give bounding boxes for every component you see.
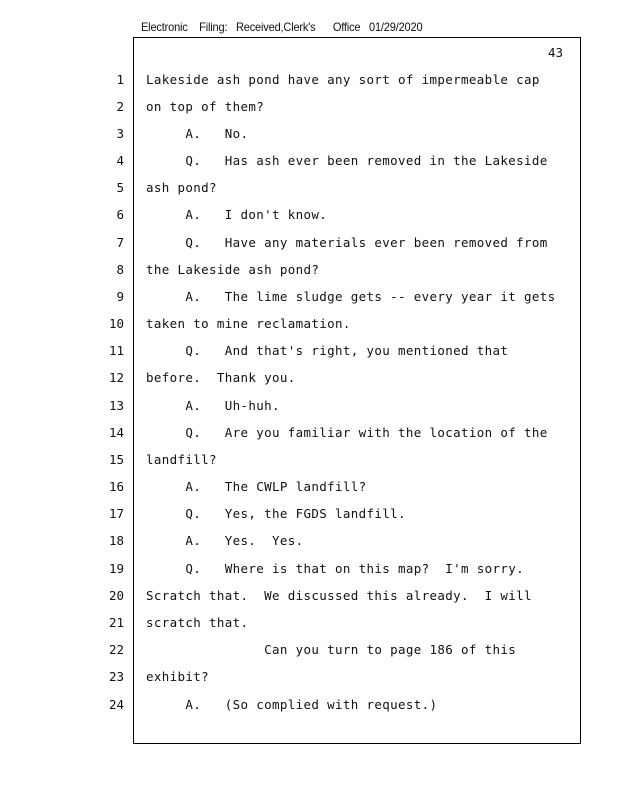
transcript-line: A. The lime sludge gets -- every year it gets <box>146 289 556 304</box>
line-number: 22 <box>108 642 124 657</box>
line-number: 17 <box>108 506 124 521</box>
line-number: 3 <box>116 126 124 141</box>
transcript-line: A. (So complied with request.) <box>146 697 438 712</box>
line-number: 19 <box>108 561 124 576</box>
transcript-line: Q. Are you familiar with the location of the <box>146 425 548 440</box>
line-number: 11 <box>108 343 124 358</box>
transcript-line: Lakeside ash pond have any sort of impermeable cap <box>146 72 540 87</box>
transcript-line: A. Yes. Yes. <box>146 533 304 548</box>
line-number: 7 <box>116 235 124 250</box>
line-number: 21 <box>108 615 124 630</box>
line-number: 14 <box>108 425 124 440</box>
line-number: 16 <box>108 479 124 494</box>
transcript-line: scratch that. <box>146 615 249 630</box>
line-number: 8 <box>116 262 124 277</box>
line-number: 13 <box>108 398 124 413</box>
line-number: 2 <box>116 99 124 114</box>
line-number: 4 <box>116 153 124 168</box>
transcript-line: taken to mine reclamation. <box>146 316 351 331</box>
transcript-line: exhibit? <box>146 669 210 684</box>
line-number: 5 <box>116 180 124 195</box>
line-number: 12 <box>108 370 124 385</box>
transcript-line: Q. Have any materials ever been removed from <box>146 235 548 250</box>
transcript-line: ash pond? <box>146 180 217 195</box>
transcript-line: before. Thank you. <box>146 370 296 385</box>
line-number: 20 <box>108 588 124 603</box>
transcript-line: A. I don't know. <box>146 207 328 222</box>
transcript-line: A. Uh-huh. <box>146 398 280 413</box>
line-number: 24 <box>108 697 124 712</box>
transcript-page-border <box>133 37 581 744</box>
transcript-line: Can you turn to page 186 of this <box>146 642 517 657</box>
transcript-line: A. The CWLP landfill? <box>146 479 367 494</box>
transcript-line: landfill? <box>146 452 217 467</box>
line-number: 15 <box>108 452 124 467</box>
page-number: 43 <box>548 45 564 60</box>
line-number: 18 <box>108 533 124 548</box>
line-number: 10 <box>108 316 124 331</box>
transcript-line: Scratch that. We discussed this already. I will <box>146 588 532 603</box>
transcript-line: A. No. <box>146 126 249 141</box>
transcript-line: the Lakeside ash pond? <box>146 262 320 277</box>
line-number: 1 <box>116 72 124 87</box>
transcript-line: Q. Where is that on this map? I'm sorry. <box>146 561 525 576</box>
line-number: 23 <box>108 669 124 684</box>
transcript-line: Q. Yes, the FGDS landfill. <box>146 506 406 521</box>
line-number: 6 <box>116 207 124 222</box>
transcript-line: Q. Has ash ever been removed in the Lakeside <box>146 153 548 168</box>
transcript-line: Q. And that's right, you mentioned that <box>146 343 509 358</box>
line-number: 9 <box>116 289 124 304</box>
transcript-line: on top of them? <box>146 99 265 114</box>
filing-header: Electronic Filing: Received,Clerk's Office 01/29/2020 <box>141 20 423 34</box>
